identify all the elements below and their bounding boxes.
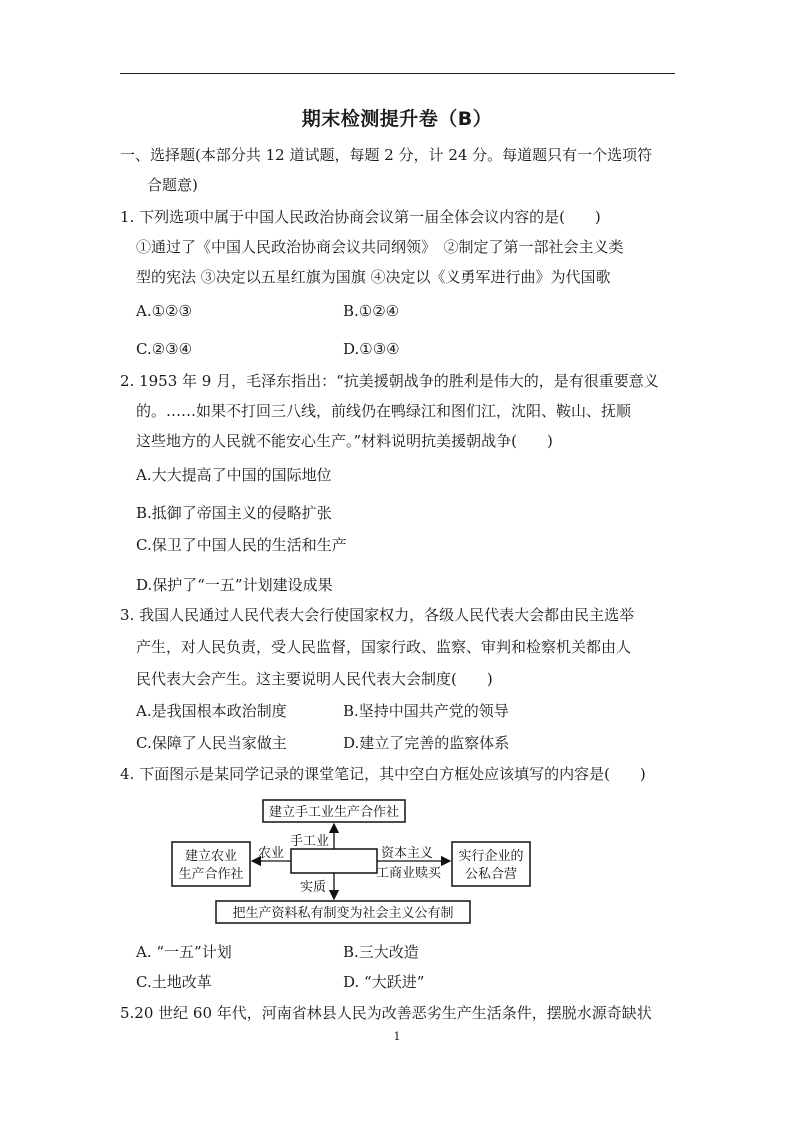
label-capitalism: 资本主义	[381, 846, 434, 861]
diagram-blank-box	[291, 849, 377, 873]
q3-stem-line1: 3. 我国人民通过人民代表大会行使国家权力，各级人民代表大会都由民主选举	[120, 606, 635, 624]
q3-option-d: D.建立了完善的监察体系	[343, 734, 510, 752]
q2-option-b: B.抵御了帝国主义的侵略扩张	[136, 504, 332, 522]
q1-items-line2: 型的宪法 ③决定以五星红旗为国旗 ④决定以《义勇军进行曲》为代国歌	[136, 268, 611, 286]
diagram-right-text-1: 实行企业的	[458, 849, 524, 864]
q2-stem-line2: 的。……如果不打回三八线，前线仍在鸭绿江和图们江，沈阳、鞍山、抚顺	[136, 402, 632, 420]
label-handicraft: 手工业	[290, 834, 330, 849]
diagram-top-text: 建立手工业生产合作社	[268, 805, 400, 820]
section-heading: 一、选择题(本部分共 12 道试题，每题 2 分，计 24 分。每道题只有一个选项符	[120, 146, 653, 164]
diagram-bottom-text: 把生产资料私有制变为社会主义公有制	[232, 906, 454, 921]
q2-option-d: D.保护了“一五”计划建设成果	[136, 576, 333, 594]
page-number: 1	[393, 1030, 401, 1043]
q1-option-d: D.①③④	[343, 340, 400, 358]
section-heading-cont: 合题意)	[147, 176, 198, 194]
q2-stem-line1: 2. 1953 年 9 月，毛泽东指出：“抗美援朝战争的胜利是伟大的，是有很重要意义	[120, 372, 659, 390]
q1-stem: 1. 下列选项中属于中国人民政治协商会议第一届全体会议内容的是( )	[120, 208, 601, 226]
q4-stem: 4. 下面图示是某同学记录的课堂笔记，其中空白方框处应该填写的内容是( )	[120, 765, 646, 783]
label-agriculture: 农业	[258, 846, 285, 861]
q3-stem-line2: 产生，对人民负责，受人民监督，国家行政、监察、审判和检察机关都由人	[136, 638, 632, 656]
label-essence: 实质	[300, 880, 327, 895]
q1-items-line1: ①通过了《中国人民政治协商会议共同纲领》 ②制定了第一部社会主义类	[136, 238, 624, 256]
q4-option-b: B.三大改造	[343, 943, 419, 961]
q3-option-a: A.是我国根本政治制度	[136, 702, 287, 720]
q1-option-b: B.①②④	[343, 302, 400, 320]
q4-diagram	[170, 797, 540, 925]
header-rule	[120, 73, 675, 74]
label-industry-buyout: 工商业赎买	[376, 866, 442, 881]
diagram-left-text-2: 生产合作社	[178, 867, 244, 882]
q2-stem-line3: 这些地方的人民就不能安心生产。”材料说明抗美援朝战争( )	[136, 432, 553, 450]
q2-option-c: C.保卫了中国人民的生活和生产	[136, 536, 347, 554]
page-title: 期末检测提升卷（B）	[301, 108, 493, 130]
diagram-left-text-1: 建立农业	[184, 849, 238, 864]
q4-option-a: A. “一五”计划	[136, 943, 232, 961]
q2-option-a: A.大大提高了中国的国际地位	[136, 466, 332, 484]
q3-stem-line3: 民代表大会产生。这主要说明人民代表大会制度( )	[136, 670, 493, 688]
q4-option-c: C.土地改革	[136, 973, 212, 991]
q1-option-a: A.①②③	[136, 302, 192, 320]
q4-option-d: D. “大跃进”	[343, 973, 425, 991]
diagram-right-text-2: 公私合营	[464, 867, 518, 882]
q1-option-c: C.②③④	[136, 340, 193, 358]
q5-stem-line1: 5.20 世纪 60 年代，河南省林县人民为改善恶劣生产生活条件，摆脱水源奇缺状	[120, 1004, 652, 1022]
q3-option-c: C.保障了人民当家做主	[136, 734, 287, 752]
q3-option-b: B.坚持中国共产党的领导	[343, 702, 509, 720]
